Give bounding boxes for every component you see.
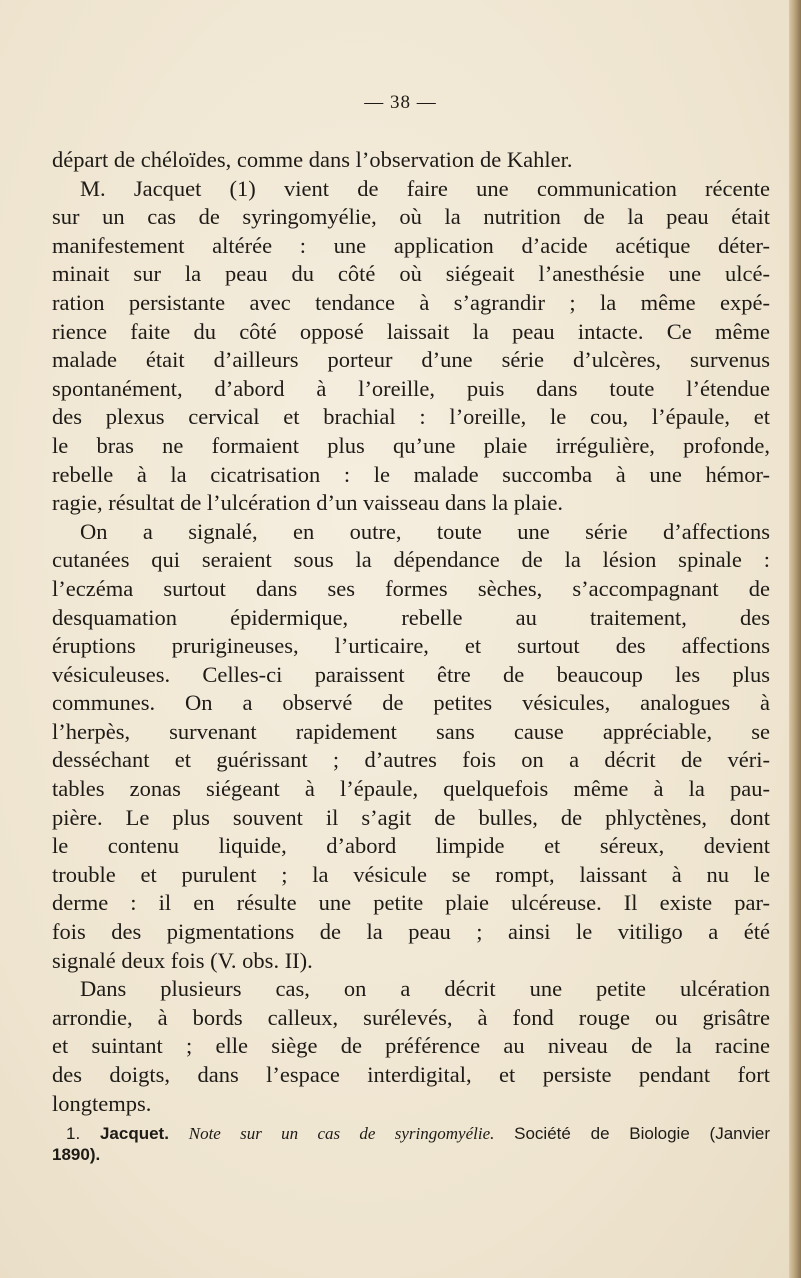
- text-line: signalé deux fois (V. obs. II).: [52, 947, 313, 973]
- text-line: tables zonas siégeant à l’épaule, quelquefois même à la pau-: [52, 776, 770, 802]
- text-line: pière. Le plus souvent il s’agit de bulles, de phlyctènes, dont: [52, 804, 770, 830]
- text-line: des doigts, dans l’espace interdigital, et persiste pendant fort: [52, 1062, 770, 1087]
- text-line: minait sur la peau du côté où siégeait l’anesthésie une ulcé-: [52, 261, 770, 287]
- footnote-year: 1890).: [52, 1145, 101, 1164]
- footnote-author: Jacquet.: [99, 1124, 169, 1143]
- text-line: le bras ne formaient plus qu’une plaie irrégulière, profonde,: [52, 432, 770, 458]
- text-line: des plexus cervical et brachial : l’oreille, le cou, l’épaule, et: [52, 404, 770, 430]
- body-text: [52, 146, 770, 1118]
- text-line: rebelle à la cicatrisation : le malade succomba à une hémor-: [52, 461, 770, 487]
- text-line: ragie, résultat de l’ulcération d’un vaisseau dans la plaie.: [52, 490, 564, 516]
- text-line: communes. On a observé de petites vésicules, analogues à: [52, 690, 770, 716]
- text-line: derme : il en résulte une petite plaie ulcéreuse. Il existe par-: [52, 890, 770, 916]
- text-line: l’eczéma surtout dans ses formes sèches, s’accompagnant de: [52, 575, 770, 601]
- page-edge-shadow: [789, 0, 801, 1278]
- text-line: manifestement altérée : une application d’acide acétique déter-: [52, 232, 770, 258]
- text-line: vésiculeuses. Celles-ci paraissent être de beaucoup les plus: [52, 661, 770, 687]
- footnote-line: [52, 1123, 770, 1144]
- text-line: le contenu liquide, d’abord limpide et séreux, devient: [52, 833, 770, 859]
- text-line: ration persistante avec tendance à s’agrandir ; la même expé-: [52, 289, 770, 315]
- text-line: longtemps.: [52, 1090, 152, 1116]
- text-line: trouble et purulent ; la vésicule se rompt, laissant à nu le: [52, 861, 770, 887]
- text-line: Dans plusieurs cas, on a décrit une petite ulcération: [80, 976, 770, 1002]
- footnote-number: 1.: [66, 1124, 81, 1143]
- text-line: malade était d’ailleurs porteur d’une série d’ulcères, survenus: [52, 347, 770, 373]
- text-line: On a signalé, en outre, toute une série d’affections: [80, 518, 770, 544]
- text-line: départ de chéloïdes, comme dans l’observation de Kahler.: [52, 147, 573, 172]
- text-line: l’herpès, survenant rapidement sans cause appréciable, se: [52, 718, 770, 744]
- footnote: [52, 1123, 770, 1165]
- text-line: rience faite du côté opposé laissait la peau intacte. Ce même: [52, 318, 770, 344]
- text-line: fois des pigmentations de la peau ; ainsi le vitiligo a été: [52, 919, 770, 945]
- text-line: éruptions prurigineuses, l’urticaire, et surtout des affections: [52, 633, 770, 659]
- text-line: spontanément, d’abord à l’oreille, puis dans toute l’étendue: [52, 375, 770, 401]
- text-line: sur un cas de syringomyélie, où la nutrition de la peau était: [52, 204, 770, 230]
- text-line: desséchant et guérissant ; d’autres fois on a décrit de véri-: [52, 747, 770, 773]
- page-number: — 38 —: [364, 92, 437, 113]
- text-line: arrondie, à bords calleux, surélevés, à fond rouge ou grisâtre: [52, 1004, 770, 1030]
- text-line: et suintant ; elle siège de préférence au niveau de la racine: [52, 1033, 770, 1059]
- footnote-title: Note sur un cas de syringomyélie.: [188, 1124, 495, 1143]
- text-line: M. Jacquet (1) vient de faire une communication récente: [80, 175, 770, 201]
- text-line: desquamation épidermique, rebelle au traitement, des: [52, 604, 770, 630]
- text-line: cutanées qui seraient sous la dépendance de la lésion spinale :: [52, 547, 770, 573]
- footnote-source: Société de Biologie (Janvier: [514, 1124, 771, 1143]
